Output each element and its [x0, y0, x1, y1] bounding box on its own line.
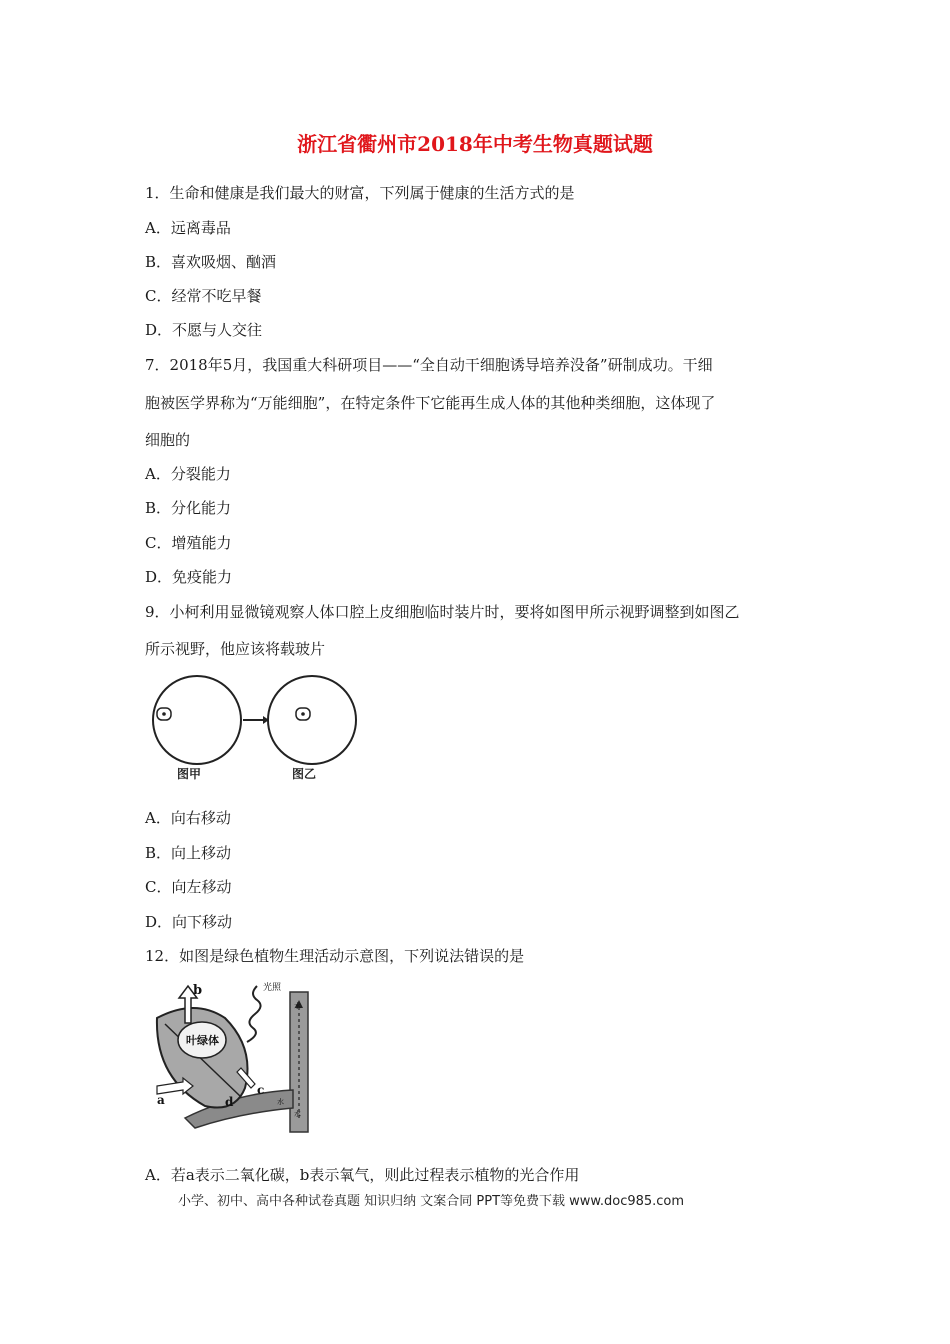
question-9-stem-line-1: 9．小柯利用显微镜观察人体口腔上皮细胞临时装片时，要将如图甲所示视野调整到如图乙	[145, 603, 740, 621]
q1-option-a: A．远离毒品	[145, 219, 231, 237]
label-d: d	[225, 1095, 234, 1109]
label-b: b	[193, 983, 203, 998]
q9-option-d: D．向下移动	[145, 913, 233, 931]
q1-option-b: B．喜欢吸烟、酗酒	[145, 253, 277, 271]
q1-option-c: C．经常不吃早餐	[145, 287, 262, 305]
q7-option-d: D．免疫能力	[145, 568, 233, 586]
q9-option-a: A．向右移动	[145, 809, 231, 827]
figure-label-left: 图甲	[177, 767, 202, 781]
microscope-field-figure	[145, 672, 360, 787]
cell-nucleus-right	[301, 712, 305, 716]
page-footer: 小学、初中、高中各种试卷真题 知识归纳 文案合同 PPT等免费下载 www.doc985.com	[178, 1194, 685, 1209]
q7-option-c: C．增殖能力	[145, 534, 232, 552]
label-a: a	[157, 1093, 165, 1107]
question-7-stem-line-3: 细胞的	[145, 431, 191, 449]
q9-option-c: C．向左移动	[145, 878, 232, 896]
q1-option-d: D．不愿与人交往	[145, 321, 263, 339]
cell-nucleus-left	[162, 712, 166, 716]
page-title: 浙江省衢州市2018年中考生物真题试题	[297, 132, 653, 156]
label-c: c	[257, 1083, 265, 1097]
field-circle-right	[268, 676, 356, 764]
plant-physiology-figure	[145, 978, 320, 1138]
water-label-branch: 水	[277, 1098, 284, 1106]
water-label-bottom: 水	[294, 1110, 301, 1118]
question-7-stem-line-1: 7．2018年5月，我国重大科研项目——“全自动干细胞诱导培养没备”研制成功。干细	[145, 356, 713, 374]
question-7-stem-line-2: 胞被医学界称为“万能细胞”，在特定条件下它能再生成人体的其他种类细胞，这体现了	[145, 394, 716, 412]
chloroplast-label: 叶绿体	[186, 1034, 219, 1047]
q12-option-a: A．若a表示二氧化碳，b表示氧气，则此过程表示植物的光合作用	[145, 1166, 580, 1184]
q7-option-a: A．分裂能力	[145, 465, 231, 483]
light-label: 光照	[263, 983, 282, 993]
q9-option-b: B．向上移动	[145, 844, 232, 862]
q7-option-b: B．分化能力	[145, 499, 232, 517]
figure-label-right: 图乙	[292, 767, 317, 781]
light-wave	[247, 986, 261, 1042]
question-12-stem: 12．如图是绿色植物生理活动示意图，下列说法错误的是	[145, 947, 525, 965]
question-9-stem-line-2: 所示视野，他应该将载玻片	[145, 640, 326, 658]
water-label-top: 水	[294, 1002, 301, 1010]
question-1-stem: 1．生命和健康是我们最大的财富，下列属于健康的生活方式的是	[145, 184, 575, 202]
